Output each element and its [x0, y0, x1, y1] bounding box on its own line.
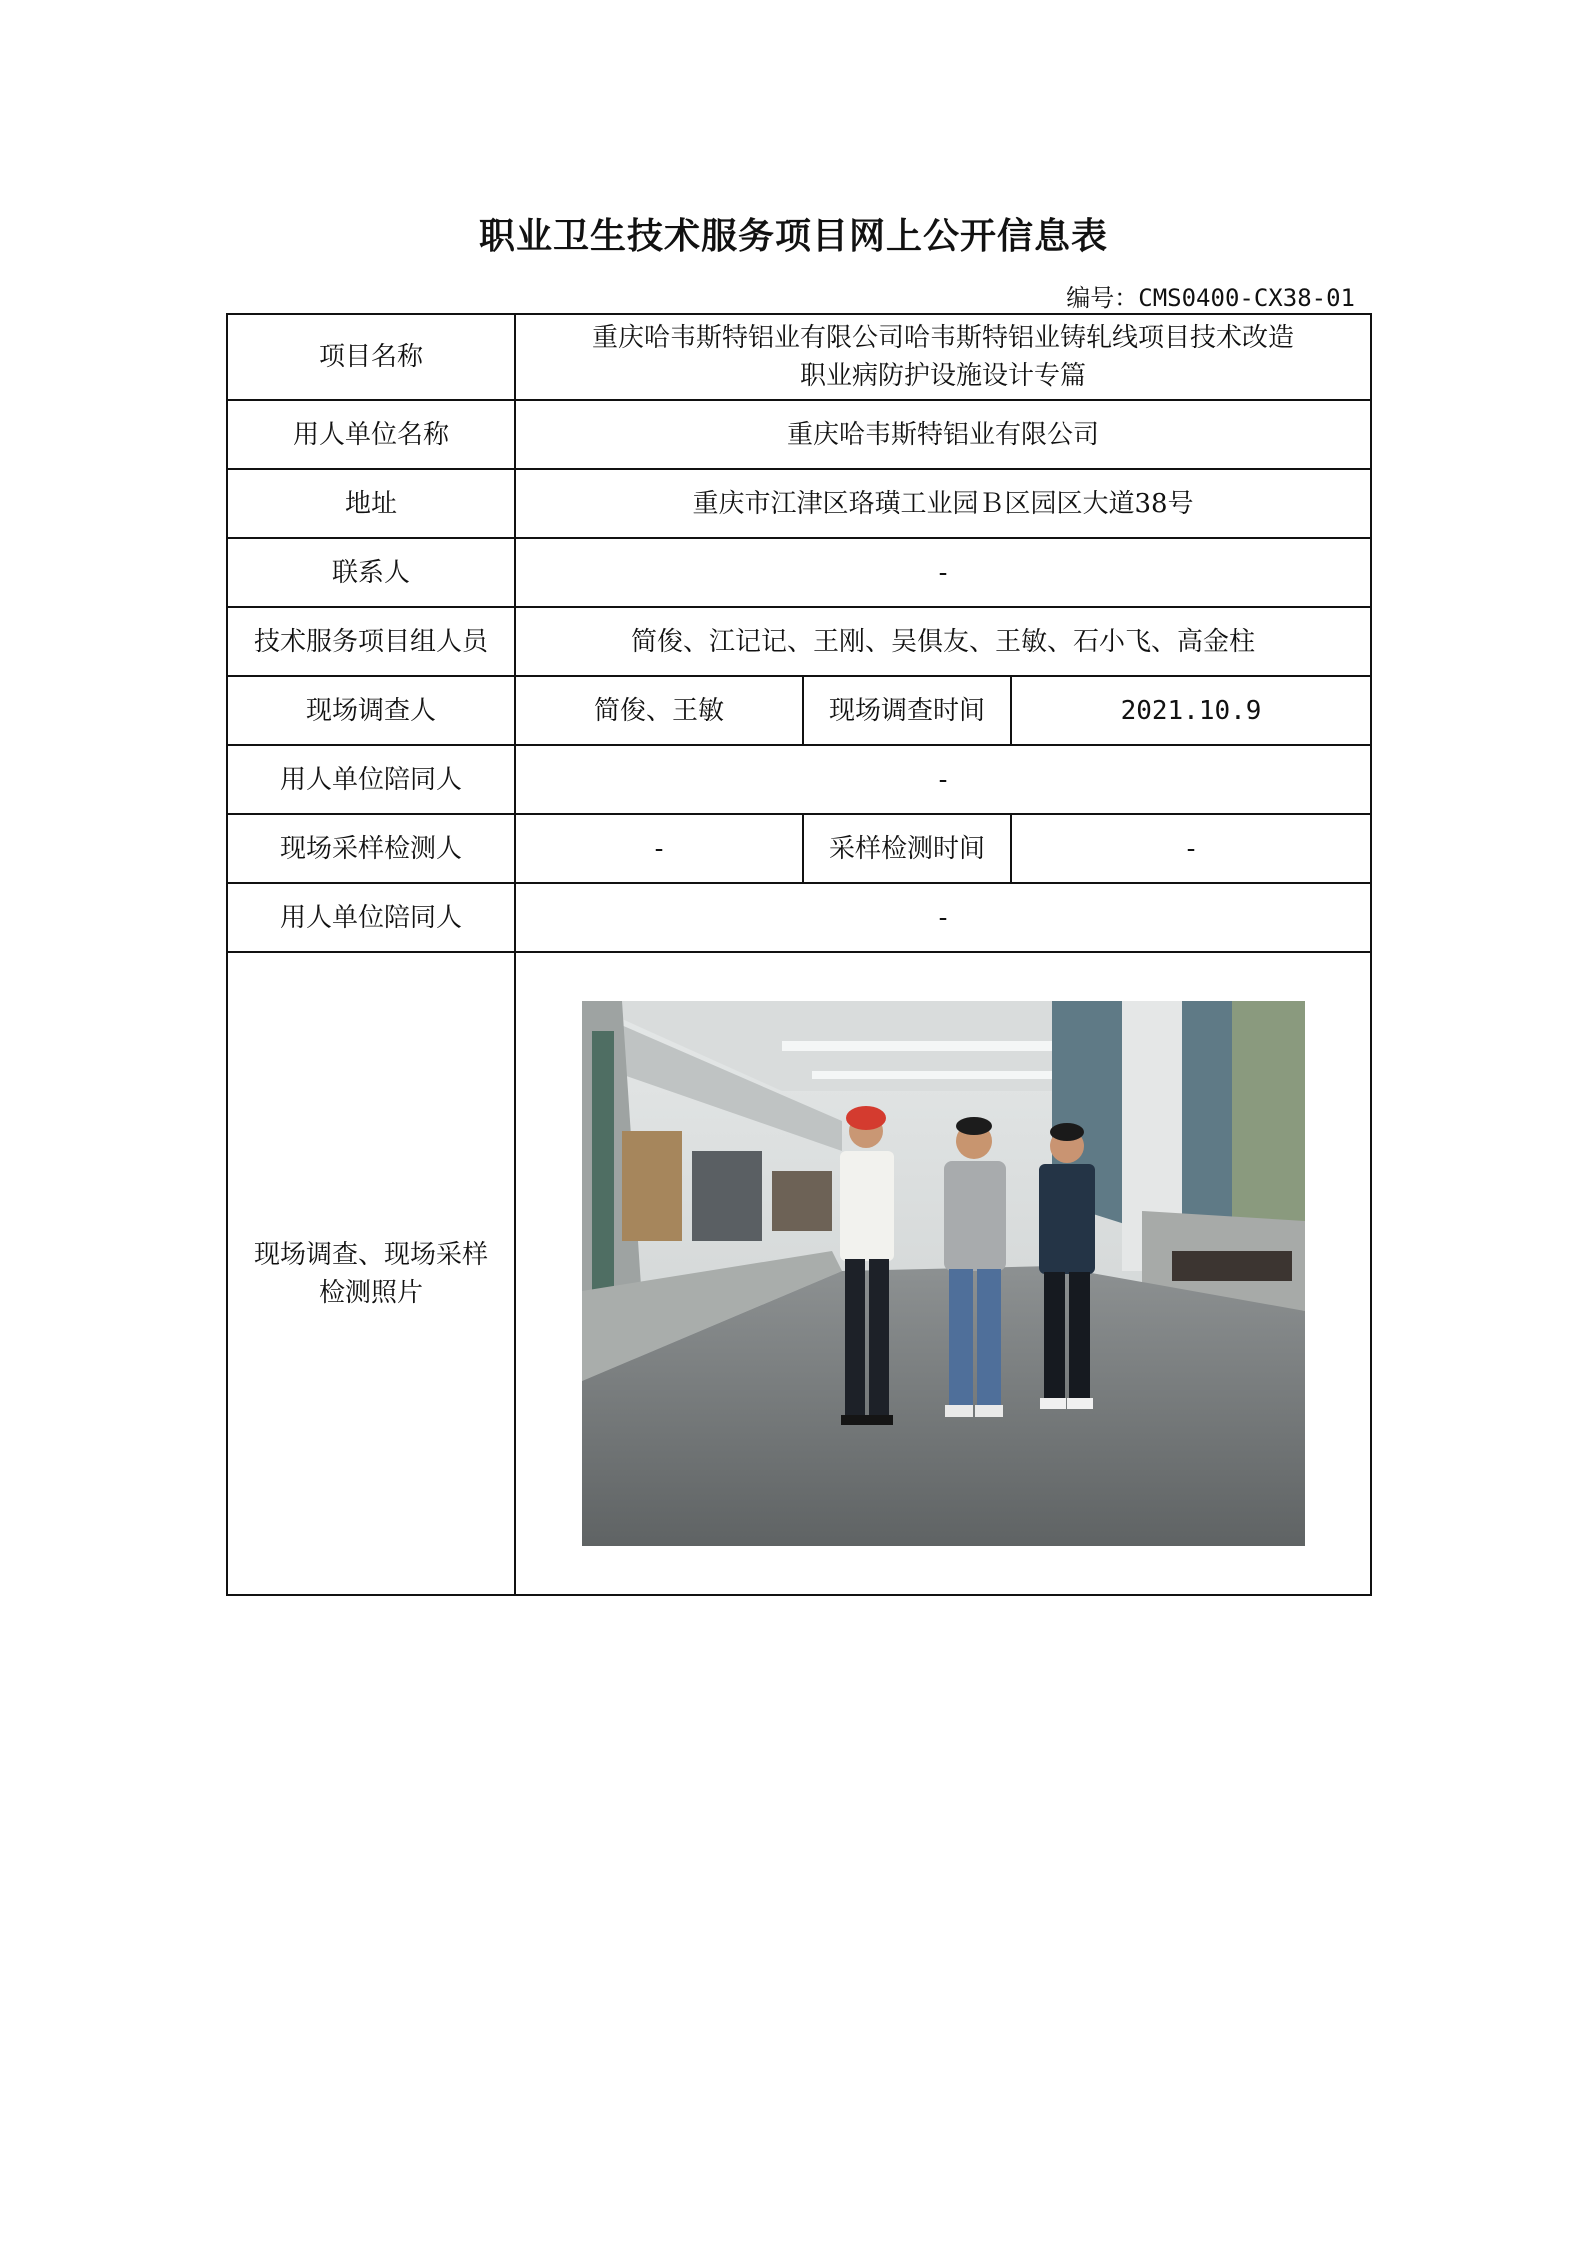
label-contact: 联系人	[227, 538, 515, 607]
value-project-name-line1: 重庆哈韦斯特铝业有限公司哈韦斯特铝业铸轧线项目技术改造	[592, 323, 1295, 353]
label-employer-name: 用人单位名称	[227, 400, 515, 469]
label-team-members: 技术服务项目组人员	[227, 607, 515, 676]
label-photo-line2: 检测照片	[318, 1277, 423, 1308]
value-employer-escort-2: -	[515, 883, 1371, 952]
row-employer-escort-2	[227, 883, 1371, 952]
value-employer-name: 重庆哈韦斯特铝业有限公司	[515, 400, 1371, 469]
label-photo-line1: 现场调查、现场采样	[253, 1239, 488, 1270]
value-contact: -	[515, 538, 1371, 607]
site-photo	[582, 1001, 1305, 1546]
value-address: 重庆市江津区珞璜工业园Ｂ区园区大道38号	[515, 469, 1371, 538]
value-sampling: -	[515, 814, 803, 883]
document-number: 编号：CMS0400-CX38-01	[1066, 284, 1355, 312]
row-photo	[227, 952, 1371, 1595]
row-site-survey	[227, 676, 1371, 745]
row-employer-escort-1	[227, 745, 1371, 814]
row-contact	[227, 538, 1371, 607]
value-sampling-time: -	[1011, 814, 1371, 883]
label-sampling: 现场采样检测人	[227, 814, 515, 883]
label-site-survey-time: 现场调查时间	[803, 676, 1011, 745]
site-photo-image	[582, 1001, 1305, 1546]
value-project-name-line2: 职业病防护设施设计专篇	[800, 361, 1087, 391]
label-employer-escort-2: 用人单位陪同人	[227, 883, 515, 952]
info-table	[226, 313, 1372, 1596]
row-address	[227, 469, 1371, 538]
label-address: 地址	[227, 469, 515, 538]
value-project-name	[515, 314, 1371, 400]
label-project-name: 项目名称	[227, 314, 515, 400]
label-employer-escort-1: 用人单位陪同人	[227, 745, 515, 814]
row-team-members	[227, 607, 1371, 676]
value-employer-escort-1: -	[515, 745, 1371, 814]
document-title: 职业卫生技术服务项目网上公开信息表	[478, 216, 1108, 257]
label-photo	[227, 952, 515, 1595]
value-site-survey: 简俊、王敏	[515, 676, 803, 745]
label-site-survey: 现场调查人	[227, 676, 515, 745]
value-team-members: 简俊、江记记、王刚、吴俱友、王敏、石小飞、高金柱	[515, 607, 1371, 676]
label-sampling-time: 采样检测时间	[803, 814, 1011, 883]
row-sampling	[227, 814, 1371, 883]
row-employer-name	[227, 400, 1371, 469]
value-site-survey-time: 2021.10.9	[1011, 676, 1371, 745]
row-project-name	[227, 314, 1371, 400]
photo-cell	[515, 952, 1371, 1595]
